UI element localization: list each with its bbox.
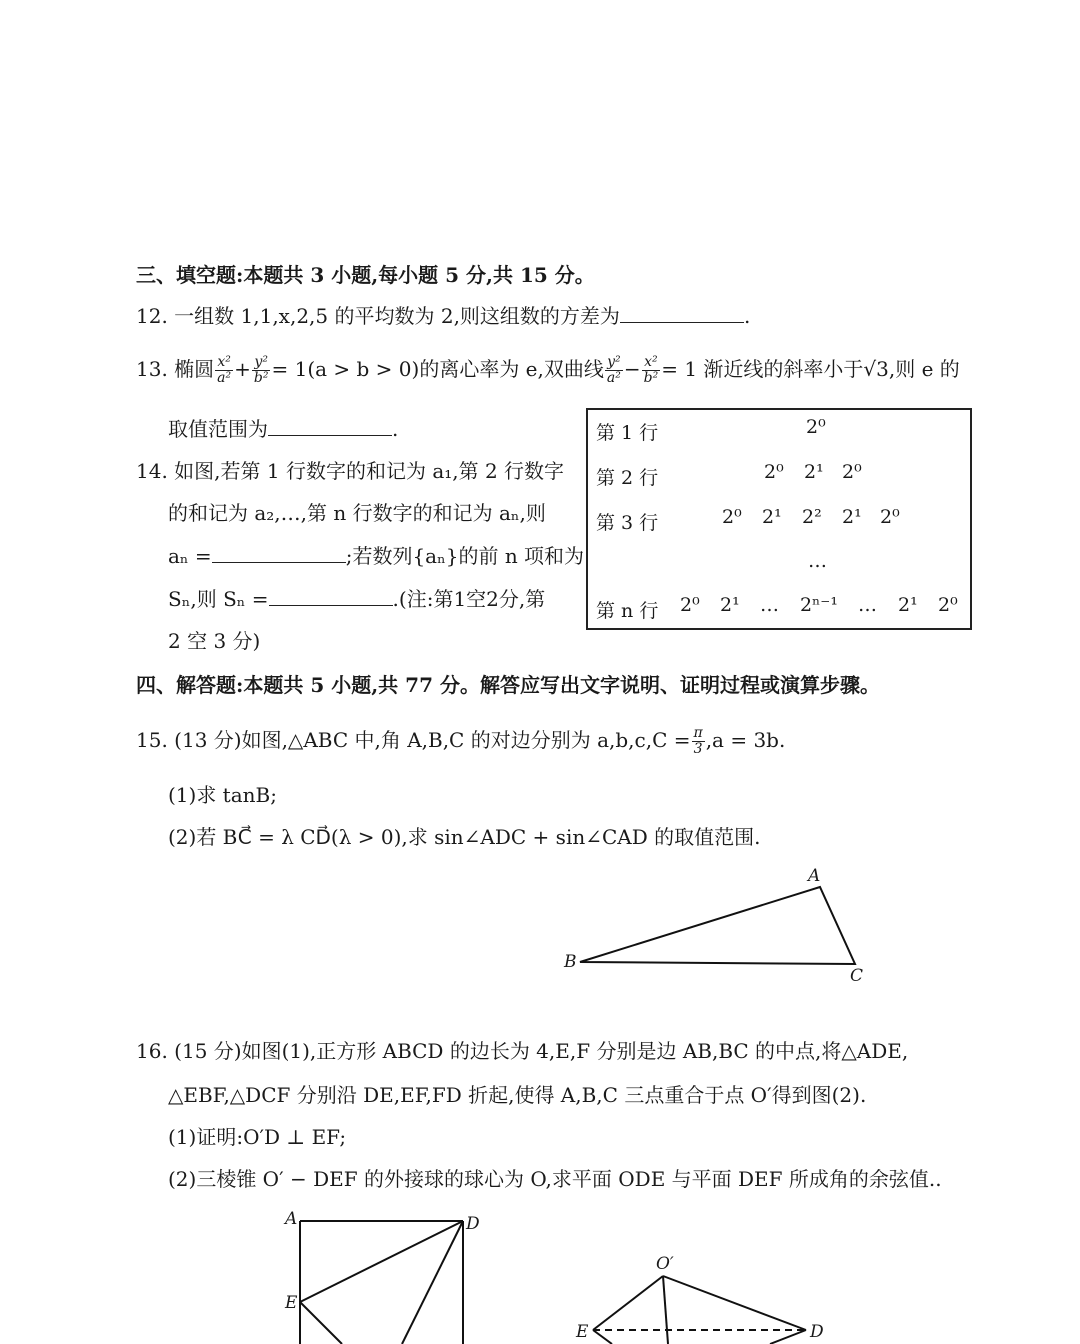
q15-main: 15. (13 分)如图,△ABC 中,角 A,B,C 的对边分别为 a,b,c,C = <box>136 728 691 752</box>
q13-line2-text: 取值范围为 <box>168 417 268 441</box>
edge-oe <box>593 1276 663 1330</box>
fig1-label-a: A <box>285 1209 298 1229</box>
question-13: 13. 椭圆 $\frac{\text{x²}}{\text{a²}}$ + $\frac{\text{y²}}{\text{b²}}$ = 1(a > b > 0)的离心率为 e,双曲线 $\frac{\text{y²}}{\text{a²}}$ − $\frac{\text{x²}}{\text{b²}}$ = 1 渐近线的斜率小于√3,则 e 的 <box>136 354 960 386</box>
table-cell: 2¹ <box>720 594 740 616</box>
q14-an-label: aₙ = <box>168 544 212 568</box>
table-row-label: 第 1 行 <box>596 422 659 444</box>
table-cell: … <box>858 594 877 616</box>
q15-part2: (2)若 BC⃗ = λ CD⃗(λ > 0),求 sin∠ADC + sin∠CAD 的取值范围. <box>168 825 761 849</box>
table-cell: 2⁰ <box>938 594 958 616</box>
frac-y2-a2: $\frac{\text{y²}}{\text{a²}}$ <box>606 354 621 386</box>
table-cell: 2⁰ <box>764 461 784 483</box>
edge-ef <box>300 1302 342 1344</box>
table-cell: 2⁰ <box>806 416 826 438</box>
table-dots: … <box>808 550 827 572</box>
fig2-label-e: E <box>576 1322 589 1342</box>
frac-pi-3: $\frac{\pi}{3}$ <box>693 725 703 757</box>
table-cell: 2¹ <box>898 594 918 616</box>
vertex-label-b: B <box>564 952 577 972</box>
fig1-label-d: D <box>466 1214 480 1234</box>
figure-2-tetrahedron <box>593 1276 806 1344</box>
edge-ef <box>593 1330 612 1344</box>
fig1-label-e: E <box>285 1293 298 1313</box>
table-cell: 2⁰ <box>722 506 742 528</box>
table-cell: 2² <box>802 506 822 528</box>
table-cell: 2¹ <box>842 506 862 528</box>
table-cell: 2¹ <box>804 461 824 483</box>
triangle-abc-figure <box>580 887 855 964</box>
section-3-title: 三、填空题:本题共 3 小题,每小题 5 分,共 15 分。 <box>136 263 595 287</box>
edge-df <box>770 1330 806 1344</box>
frac-y2-b2: $\frac{\text{y²}}{\text{b²}}$ <box>253 354 269 386</box>
table-row-label: 第 3 行 <box>596 512 659 534</box>
q12-end: . <box>743 304 751 328</box>
table-cell: 2⁰ <box>842 461 862 483</box>
table-cell: 2⁰ <box>680 594 700 616</box>
q16-line1: 16. (15 分)如图(1),正方形 ABCD 的边长为 4,E,F 分别是边 AB,BC 的中点,将△ADE, <box>136 1039 909 1063</box>
frac-x2-b2: $\frac{\text{x²}}{\text{b²}}$ <box>643 354 659 386</box>
edge-od <box>663 1276 806 1330</box>
edge-ed <box>300 1221 463 1302</box>
q14-line1: 14. 如图,若第 1 行数字的和记为 a₁,第 2 行数字 <box>136 459 565 483</box>
edge-of <box>663 1276 668 1344</box>
triangle-abc <box>580 887 855 964</box>
q15-part1: (1)求 tanB; <box>168 783 277 807</box>
table-row-label: 第 n 行 <box>596 600 659 622</box>
q13-line2-end: . <box>392 417 399 441</box>
q12-text: 12. 一组数 1,1,x,2,5 的平均数为 2,则这组数的方差为 <box>136 304 620 328</box>
q14-line4-rest: .(注:第1空2分,第 <box>392 587 546 611</box>
table-cell: 2ⁿ⁻¹ <box>800 594 838 616</box>
fig2-label-o: O′ <box>656 1254 674 1274</box>
edge-df <box>402 1221 463 1344</box>
figure-1-square <box>300 1221 463 1344</box>
q14-sn-label: Sₙ,则 Sₙ = <box>168 587 269 611</box>
vertex-label-c: C <box>850 966 864 986</box>
table-row-label: 第 2 行 <box>596 467 659 489</box>
q13-prefix: 13. 椭圆 <box>136 357 215 381</box>
q16-line2: △EBF,△DCF 分别沿 DE,EF,FD 折起,使得 A,B,C 三点重合于点 O′得到图(2). <box>168 1083 867 1107</box>
q14-line2: 的和记为 a₂,…,第 n 行数字的和记为 aₙ,则 <box>168 501 546 525</box>
q13-mid: = 1(a > b > 0)的离心率为 e,双曲线 <box>271 357 604 381</box>
q14-line5: 2 空 3 分) <box>168 629 261 653</box>
q14-line3-rest: ;若数列{aₙ}的前 n 项和为 <box>345 544 585 568</box>
section-4-title: 四、解答题:本题共 5 小题,共 77 分。解答应写出文字说明、证明过程或演算步骤。 <box>136 673 880 697</box>
table-cell: … <box>760 594 779 616</box>
frac-x2-a2: $\frac{\text{x²}}{\text{a²}}$ <box>217 354 232 386</box>
table-cell: 2⁰ <box>880 506 900 528</box>
vertex-label-a: A <box>808 866 821 886</box>
q16-part1: (1)证明:O′D ⊥ EF; <box>168 1125 347 1149</box>
q13-end: = 1 渐近线的斜率小于√3,则 e 的 <box>661 357 960 381</box>
q16-part2: (2)三棱锥 O′ − DEF 的外接球的球心为 O,求平面 ODE 与平面 DEF 所成角的余弦值.. <box>168 1167 942 1191</box>
q15-main-end: ,a = 3b. <box>705 728 786 752</box>
table-cell: 2¹ <box>762 506 782 528</box>
fig2-label-d: D <box>810 1322 824 1342</box>
